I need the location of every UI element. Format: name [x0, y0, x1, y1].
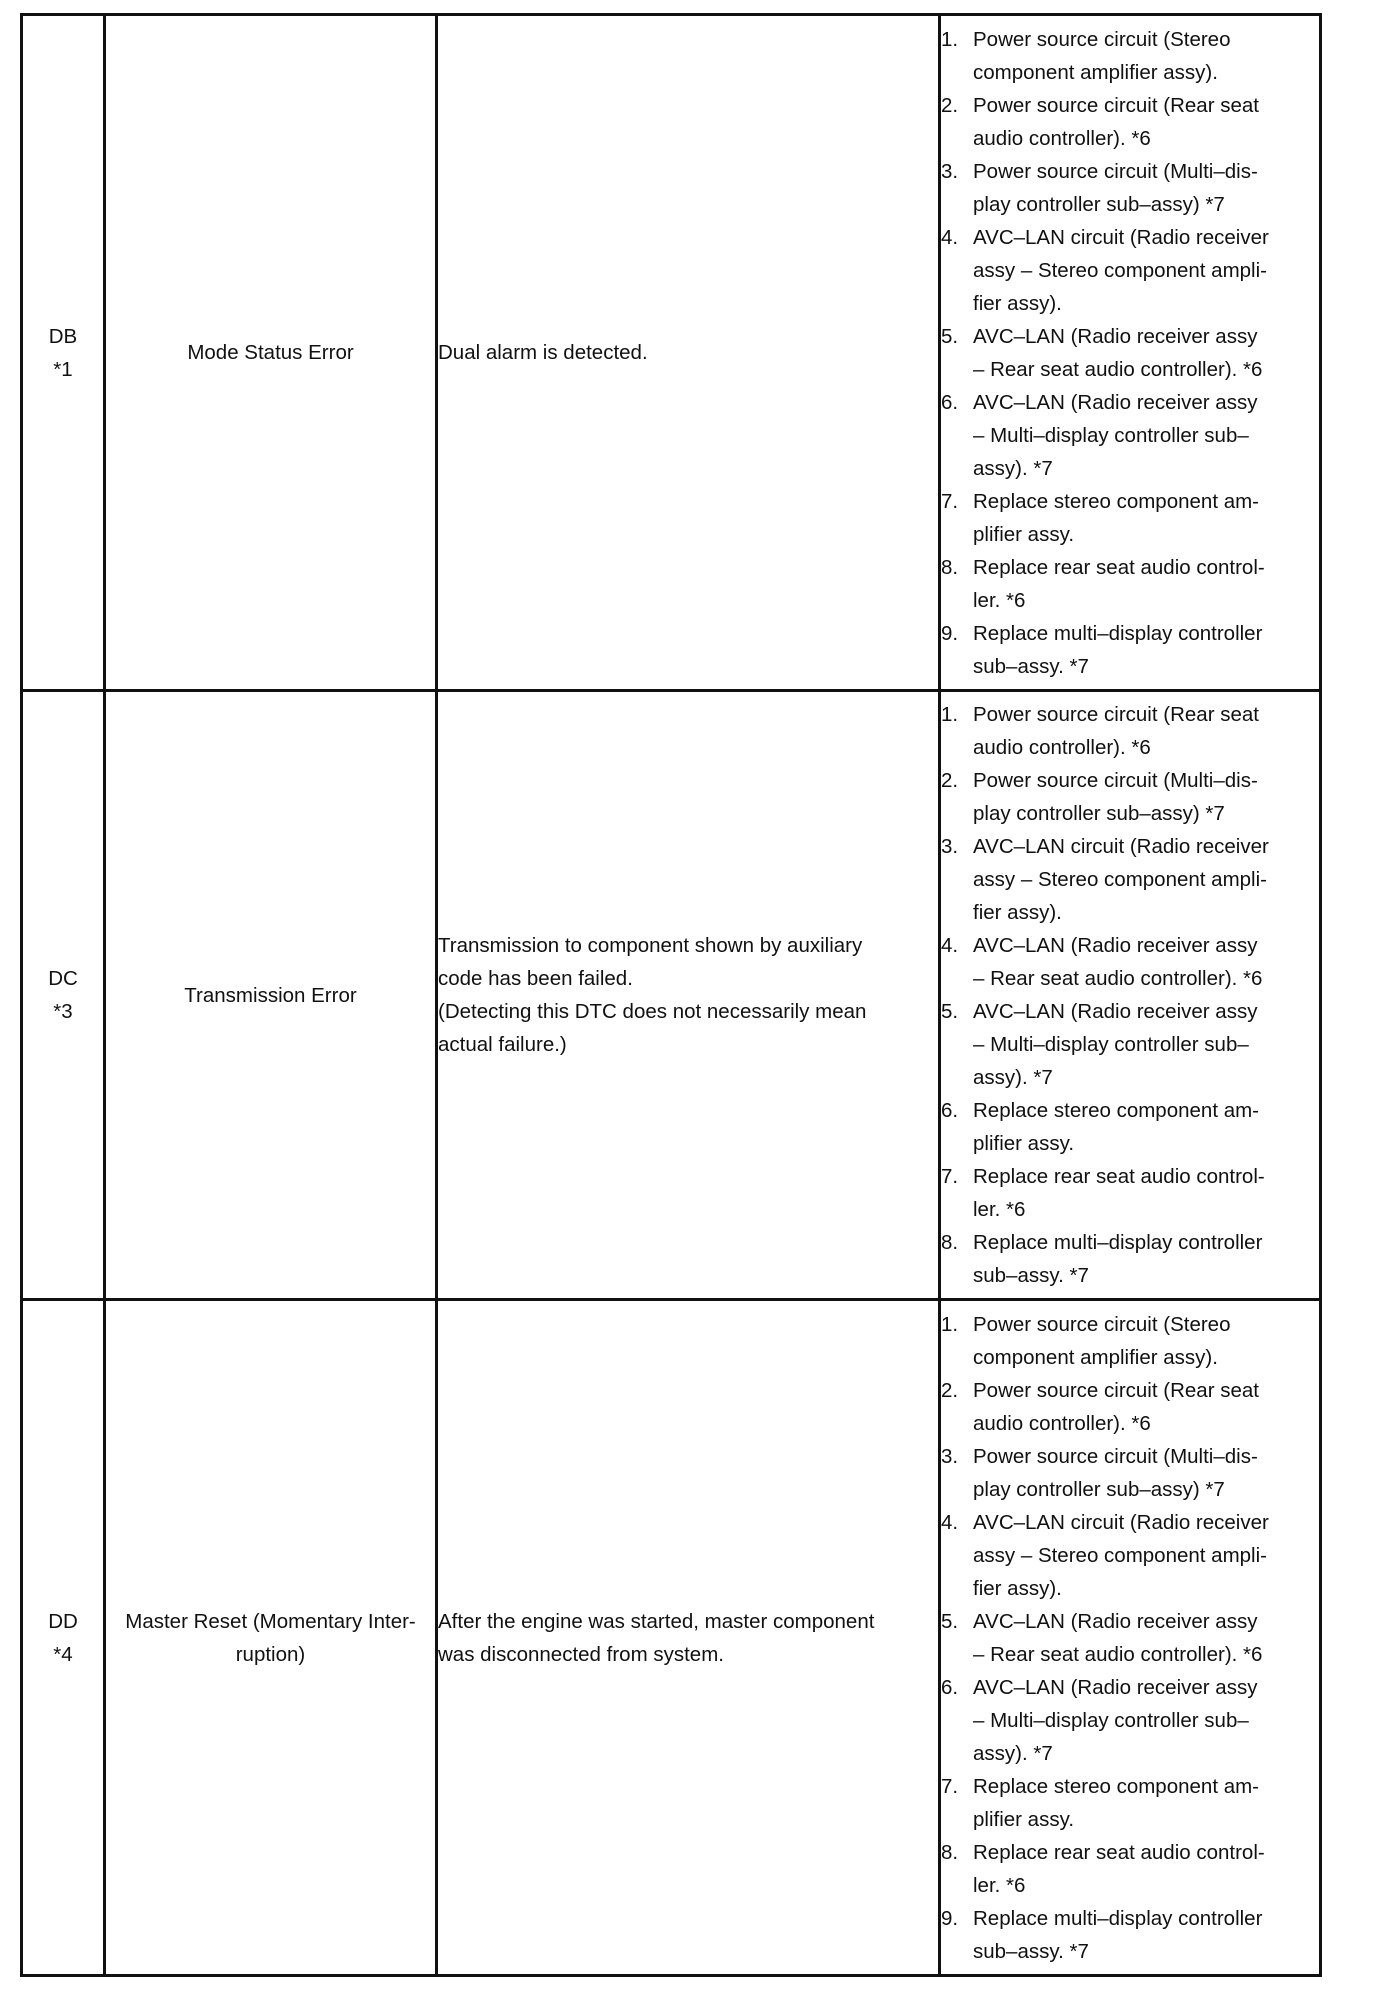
list-number: 8. [941, 555, 959, 579]
diagnosis-item: Mode Status Error [105, 15, 437, 691]
list-number: 5. [941, 1609, 959, 1633]
list-text: AVC–LAN circuit (Radio receiver assy – Stereo component ampli- fier assy). [973, 1510, 1269, 1600]
list-number: 8. [941, 1840, 959, 1864]
list-text: Power source circuit (Rear seat audio controller). *6 [973, 703, 1259, 759]
dtc-table [20, 13, 1322, 1977]
list-number: 4. [941, 225, 959, 249]
dtc-code: DC [48, 967, 78, 990]
list-number: 2. [941, 93, 959, 117]
list-number: 6. [941, 1099, 959, 1122]
list-number: 7. [941, 1165, 959, 1188]
list-item [941, 1374, 1319, 1440]
trouble-area-list [941, 1308, 1319, 1968]
dtc-code-cell [22, 691, 105, 1300]
list-number: 7. [941, 489, 959, 513]
list-text: Power source circuit (Stereo component amplifier assy). [973, 27, 1231, 84]
trouble-area-list [941, 698, 1319, 1292]
dtc-note: *3 [53, 1000, 73, 1023]
list-item [941, 386, 1319, 485]
trouble-area [940, 15, 1321, 691]
list-number: 4. [941, 1510, 959, 1534]
list-text: Replace multi–display controller sub–assy. *7 [973, 1906, 1263, 1963]
list-text: AVC–LAN (Radio receiver assy – Rear seat audio controller). *6 [973, 324, 1263, 381]
dtc-note: *1 [53, 357, 73, 381]
list-item [941, 929, 1319, 995]
list-item [941, 995, 1319, 1094]
list-number: 7. [941, 1774, 959, 1798]
dtc-table-body [22, 15, 1321, 1976]
list-text: AVC–LAN (Radio receiver assy – Rear seat audio controller). *6 [973, 1609, 1263, 1666]
list-item [941, 551, 1319, 617]
list-number: 8. [941, 1231, 959, 1254]
list-number: 3. [941, 159, 959, 183]
list-item [941, 1308, 1319, 1374]
list-number: 9. [941, 1906, 959, 1930]
list-text: Replace multi–display controller sub–assy. *7 [973, 1231, 1263, 1287]
list-text: AVC–LAN (Radio receiver assy – Rear seat audio controller). *6 [973, 934, 1263, 990]
table-row [22, 15, 1321, 691]
list-text: AVC–LAN circuit (Radio receiver assy – Stereo component ampli- fier assy). [973, 835, 1269, 924]
list-item [941, 221, 1319, 320]
list-number: 9. [941, 621, 959, 645]
list-number: 1. [941, 1312, 959, 1336]
list-number: 2. [941, 1378, 959, 1402]
dtc-code: DD [48, 1609, 78, 1633]
list-item [941, 485, 1319, 551]
list-item [941, 23, 1319, 89]
list-item [941, 617, 1319, 683]
list-text: AVC–LAN circuit (Radio receiver assy – Stereo component ampli- fier assy). [973, 225, 1269, 315]
list-number: 5. [941, 324, 959, 348]
detection-item: Dual alarm is detected. [437, 15, 940, 691]
list-number: 2. [941, 769, 959, 792]
list-item [941, 1671, 1319, 1770]
list-text: Power source circuit (Rear seat audio controller). *6 [973, 93, 1259, 150]
list-item [941, 155, 1319, 221]
list-number: 6. [941, 390, 959, 414]
diagnosis-item: Transmission Error [105, 691, 437, 1300]
list-text: Replace stereo component am- plifier assy. [973, 489, 1260, 546]
list-number: 3. [941, 1444, 959, 1468]
list-text: AVC–LAN (Radio receiver assy – Multi–display controller sub– assy). *7 [973, 390, 1258, 480]
list-text: Power source circuit (Rear seat audio controller). *6 [973, 1378, 1259, 1435]
list-text: Power source circuit (Stereo component amplifier assy). [973, 1312, 1231, 1369]
list-text: Replace stereo component am- plifier assy. [973, 1774, 1260, 1831]
list-item [941, 830, 1319, 929]
list-item [941, 698, 1319, 764]
list-item [941, 89, 1319, 155]
list-text: Replace stereo component am- plifier assy. [973, 1099, 1260, 1155]
list-item [941, 1836, 1319, 1902]
list-item [941, 1226, 1319, 1292]
diagnosis-item: Master Reset (Momentary Inter- ruption) [105, 1300, 437, 1976]
list-text: Replace rear seat audio control- ler. *6 [973, 1165, 1265, 1221]
trouble-area [940, 1300, 1321, 1976]
dtc-code-cell [22, 1300, 105, 1976]
dtc-code-cell [22, 15, 105, 691]
trouble-area [940, 691, 1321, 1300]
list-text: Power source circuit (Multi–dis- play controller sub–assy) *7 [973, 159, 1258, 216]
list-text: Replace multi–display controller sub–assy. *7 [973, 621, 1263, 678]
list-item [941, 1605, 1319, 1671]
detection-item: After the engine was started, master component was disconnected from system. [437, 1300, 940, 1976]
dtc-code: DB [48, 324, 78, 348]
list-text: Replace rear seat audio control- ler. *6 [973, 555, 1265, 612]
list-item [941, 1506, 1319, 1605]
list-item [941, 1902, 1319, 1968]
list-text: Replace rear seat audio control- ler. *6 [973, 1840, 1265, 1897]
list-text: AVC–LAN (Radio receiver assy – Multi–display controller sub– assy). *7 [973, 1675, 1258, 1765]
list-item [941, 1770, 1319, 1836]
list-number: 4. [941, 934, 959, 957]
list-number: 1. [941, 703, 959, 726]
list-text: Power source circuit (Multi–dis- play controller sub–assy) *7 [973, 769, 1258, 825]
trouble-area-list [941, 23, 1319, 683]
list-item [941, 1094, 1319, 1160]
table-row [22, 691, 1321, 1300]
list-number: 6. [941, 1675, 959, 1699]
list-number: 1. [941, 27, 959, 51]
detection-item: Transmission to component shown by auxiliary code has been failed. (Detecting this DTC does not necessarily mean actual failure.) [437, 691, 940, 1300]
list-number: 5. [941, 1000, 959, 1023]
list-item [941, 1440, 1319, 1506]
list-number: 3. [941, 835, 959, 858]
list-item [941, 764, 1319, 830]
list-item [941, 320, 1319, 386]
list-text: Power source circuit (Multi–dis- play controller sub–assy) *7 [973, 1444, 1258, 1501]
dtc-note: *4 [53, 1642, 73, 1666]
list-text: AVC–LAN (Radio receiver assy – Multi–display controller sub– assy). *7 [973, 1000, 1258, 1089]
list-item [941, 1160, 1319, 1226]
table-row [22, 1300, 1321, 1976]
